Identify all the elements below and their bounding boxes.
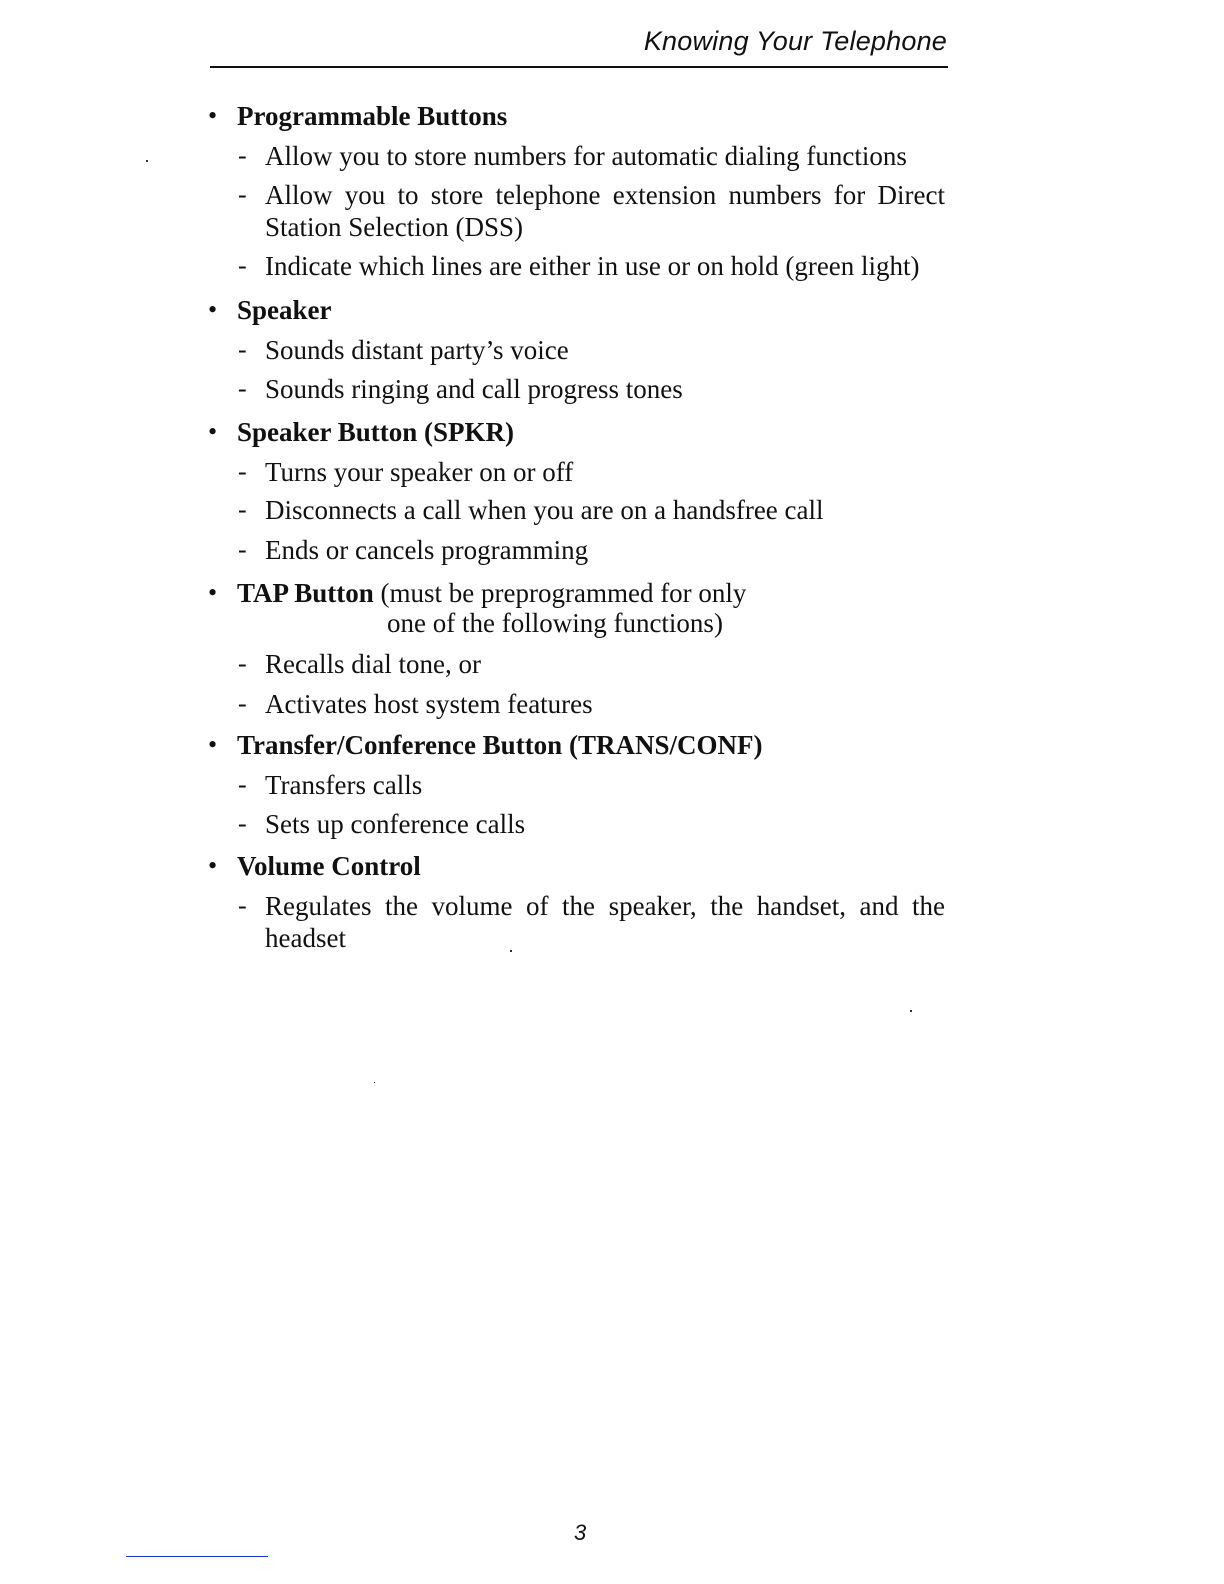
list-item: Allow you to store numbers for automatic dialing functions	[265, 141, 907, 171]
section-title-speaker	[237, 294, 332, 326]
bullet-marker: •	[208, 295, 218, 324]
dash-marker: -	[238, 649, 247, 678]
section-title-note: (must be preprogrammed for only	[380, 578, 747, 608]
dash-marker: -	[238, 251, 247, 280]
section-title-programmable-buttons	[237, 100, 507, 132]
section-title-text: Volume Control	[237, 851, 421, 881]
list-item: Activates host system features	[265, 689, 593, 719]
list-item: Indicate which lines are either in use or on hold (green light)	[265, 251, 920, 281]
list-item: Sounds ringing and call progress tones	[265, 374, 683, 404]
section-title-speaker-button	[237, 416, 514, 448]
list-item: Transfers calls	[265, 770, 423, 800]
dash-marker: -	[238, 180, 247, 209]
dash-marker: -	[238, 374, 247, 403]
header-rule	[210, 66, 948, 68]
bullet-marker: •	[208, 578, 218, 607]
scan-speck	[910, 1010, 912, 1012]
section-title-note-continuation: one of the following functions)	[387, 608, 723, 638]
list-item: Sets up conference calls	[265, 809, 526, 839]
section-title-text: Transfer/Conference Button (TRANS/CONF)	[237, 730, 763, 760]
section-title-text: Speaker	[237, 295, 332, 325]
section-title-text: Speaker Button (SPKR)	[237, 417, 515, 447]
footer-rule	[126, 1556, 268, 1557]
dash-marker: -	[238, 335, 247, 364]
section-title-text: TAP Button	[237, 578, 374, 608]
section-title-volume-control	[237, 850, 421, 882]
dash-marker: -	[238, 535, 247, 564]
dash-marker: -	[238, 457, 247, 486]
dash-marker: -	[238, 495, 247, 524]
scan-speck	[510, 950, 512, 952]
dash-marker: -	[238, 770, 247, 799]
dash-marker: -	[238, 809, 247, 838]
bullet-marker: •	[208, 730, 218, 759]
page-number: 3	[574, 1520, 587, 1545]
list-item: Ends or cancels programming	[265, 535, 589, 565]
list-item: Turns your speaker on or off	[265, 457, 574, 487]
section-title-tap-button	[237, 577, 746, 609]
section-title-text: Programmable Buttons	[237, 101, 508, 131]
list-item: Allow you to store telephone extension numbers for Direct Station Selection (DSS)	[265, 180, 945, 242]
list-item: Recalls dial tone, or	[265, 649, 481, 679]
running-head-title: Knowing Your Telephone	[643, 26, 947, 56]
section-title-transfer-conference	[237, 729, 762, 761]
bullet-marker: •	[208, 417, 218, 446]
list-item: Sounds distant party’s voice	[265, 335, 569, 365]
scan-speck	[146, 160, 148, 162]
bullet-marker: •	[208, 101, 218, 130]
dash-marker: -	[238, 141, 247, 170]
bullet-marker: •	[208, 851, 218, 880]
dash-marker: -	[238, 891, 247, 920]
list-item: Regulates the volume of the speaker, the handset, and the headset	[265, 891, 945, 953]
dash-marker: -	[238, 689, 247, 718]
list-item: Disconnects a call when you are on a handsfree call	[265, 495, 824, 525]
scan-speck	[374, 1082, 375, 1083]
